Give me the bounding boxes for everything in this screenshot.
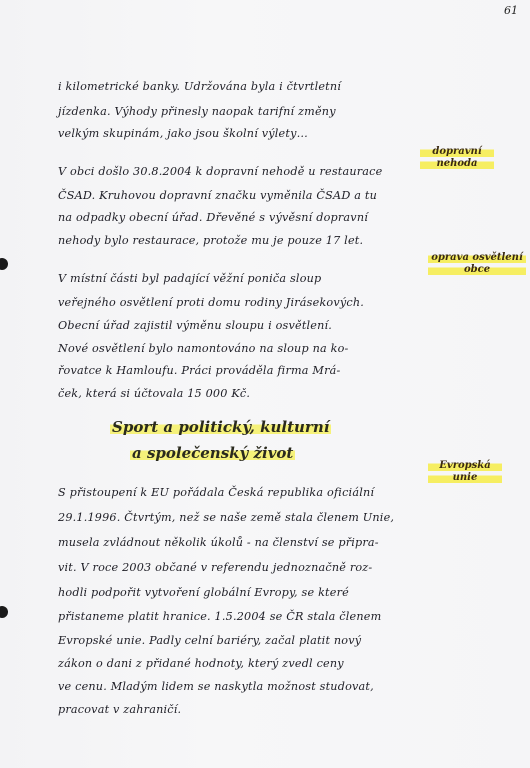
paragraph-1-line-1: i kilometrické banky. Udržována byla i čtvrtletní	[58, 80, 342, 93]
margin-note-3-line-2: unie	[428, 472, 502, 484]
paragraph-2-line-1: V obci došlo 30.8.2004 k dopravní nehodě u restaurace	[58, 165, 383, 178]
margin-note-2-line-2: obce	[428, 264, 526, 276]
page-number: 61	[504, 4, 518, 17]
paragraph-3-line-6: ček, která si účtovala 15 000 Kč.	[58, 387, 251, 400]
paragraph-4-line-2: 29.1.1996. Čtvrtým, než se naše země stala členem Unie,	[58, 511, 395, 524]
paragraph-4-line-8: zákon o dani z přidané hodnoty, který zvedl ceny	[58, 657, 344, 670]
margin-note-1-line-2: nehoda	[420, 158, 494, 170]
paragraph-3-line-2: veřejného osvětlení proti domu rodiny Jirásekových.	[58, 296, 365, 309]
margin-note-3-line-1: Evropská	[428, 460, 502, 472]
margin-note-lighting-repair	[428, 252, 526, 276]
paragraph-4-line-10: pracovat v zahraničí.	[58, 703, 182, 716]
paragraph-4-line-9: ve cenu. Mladým lidem se naskytla možnost studovat,	[58, 680, 374, 693]
section-heading-line-2: a společenský život	[132, 444, 294, 462]
paragraph-2-line-4: nehody bylo restaurace, protože mu je pouze 17 let.	[58, 234, 364, 247]
paragraph-4-line-3: musela zvládnout několik úkolů - na členství se připra-	[58, 536, 379, 549]
margin-note-1-line-1: dopravní	[420, 146, 494, 158]
section-heading-line-1: Sport a politický, kulturní	[112, 418, 330, 436]
paragraph-1-line-3: velkým skupinám, jako jsou školní výlety…	[58, 127, 308, 140]
binder-hole-top	[0, 258, 8, 270]
margin-note-2-line-1: oprava osvětlení	[428, 252, 526, 264]
paragraph-4-line-4: vit. V roce 2003 občané v referendu jednoznačně roz-	[58, 561, 373, 574]
paragraph-3-line-5: řovatce k Hamloufu. Práci prováděla firma Mrá-	[58, 364, 341, 377]
paragraph-2-line-2: ČSAD. Kruhovou dopravní značku vyměnila ČSAD a tu	[58, 189, 377, 202]
paragraph-4-line-7: Evropské unie. Padly celní bariéry, začal platit nový	[58, 634, 362, 647]
paragraph-3-line-4: Nové osvětlení bylo namontováno na sloup na ko-	[58, 342, 349, 355]
paragraph-3-line-3: Obecní úřad zajistil výměnu sloupu i osvětlení.	[58, 319, 333, 332]
paragraph-4-line-1: S přistoupení k EU pořádala Česká republika oficiální	[58, 486, 375, 499]
binder-hole-bottom	[0, 606, 8, 618]
paragraph-4-line-6: přistaneme platit hranice. 1.5.2004 se ČR stala členem	[58, 610, 382, 623]
paragraph-2-line-3: na odpadky obecní úřad. Dřevěné s vývěsní dopravní	[58, 211, 368, 224]
paragraph-4-line-5: hodli podpořit vytvoření globální Evropy, se které	[58, 586, 349, 599]
margin-note-european-union	[428, 460, 502, 484]
paragraph-3-line-1: V místní části byl padající věžní poniča sloup	[58, 272, 322, 285]
paragraph-1-line-2: jízdenka. Výhody přinesly naopak tarifní změny	[58, 105, 336, 118]
margin-note-traffic-accident	[420, 146, 494, 170]
